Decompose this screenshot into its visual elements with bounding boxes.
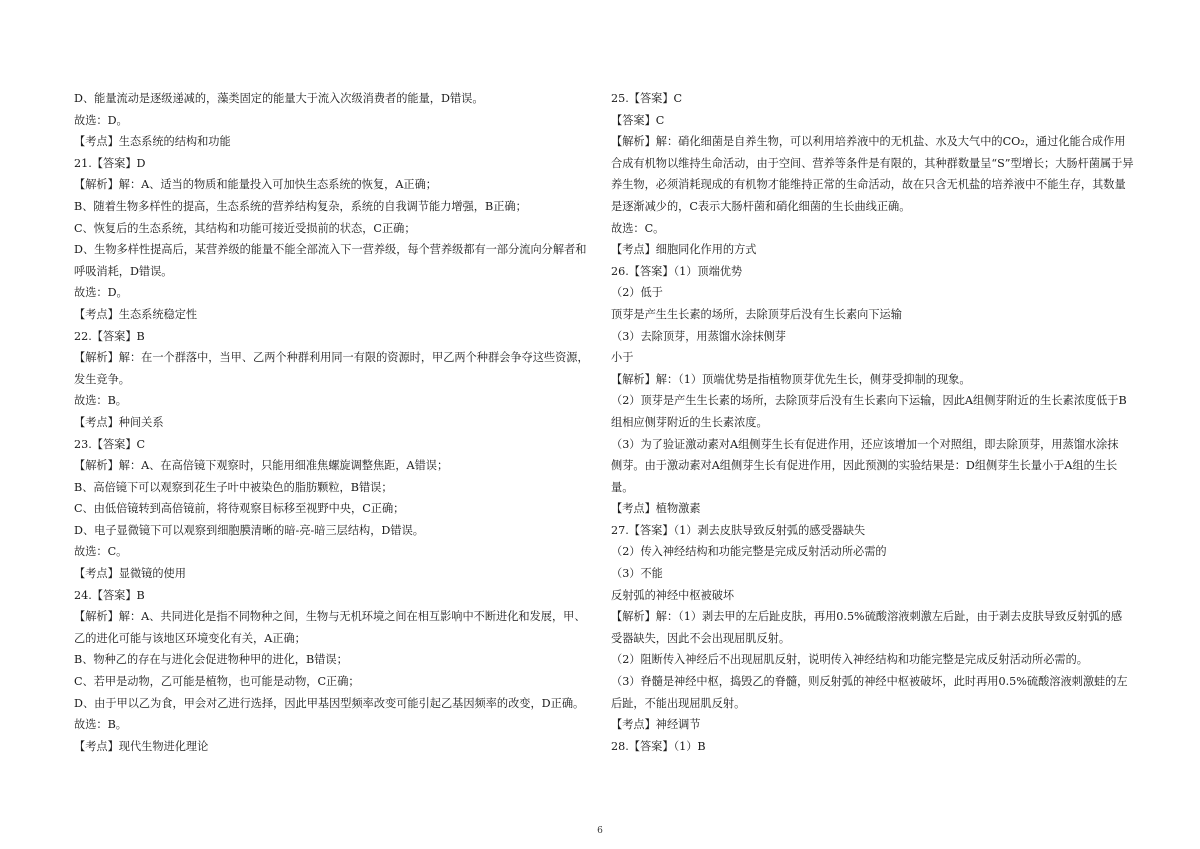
page-number: 6: [597, 826, 603, 836]
text-line: 故选：B。: [74, 394, 127, 408]
text-line: 【解析】解：（1）剥去甲的左后趾皮肤，再用0.5%硫酸溶液刺激左后趾，由于剥去皮肤导致反射弧的感: [611, 610, 1123, 624]
text-line: 顶芽是产生生长素的场所，去除顶芽后没有生长素向下运输: [611, 307, 902, 321]
text-line: 28.【答案】（1）B: [611, 739, 706, 753]
text-line: （3）为了验证激动素对A组侧芽生长有促进作用，还应该增加一个对照组，即去除顶芽，用蒸馏水涂抹: [611, 437, 1119, 451]
text-line: 【解析】解：A、共同进化是指不同物种之间，生物与无机环境之间在相互影响中不断进化和发展，甲、: [74, 610, 586, 624]
text-line: 【解析】解：（1）顶端优势是指植物顶芽优先生长，侧芽受抑制的现象。: [611, 372, 971, 386]
text-line: 故选：D。: [74, 113, 128, 127]
text-line: 【考点】神经调节: [611, 718, 701, 732]
text-line: 24.【答案】B: [74, 588, 145, 602]
text-line: 【考点】显微镜的使用: [74, 567, 186, 581]
text-line: 后趾，不能出现屈肌反射。: [611, 696, 746, 710]
text-line: 养生物，必须消耗现成的有机物才能维持正常的生命活动，故在只含无机盐的培养液中不能生存，其数量: [611, 178, 1126, 192]
text-line: C、若甲是动物，乙可能是植物，也可能是动物，C正确；: [74, 675, 360, 689]
text-line: B、高倍镜下可以观察到花生子叶中被染色的脂肪颗粒，B错误；: [74, 480, 393, 494]
text-line: D、电子显微镜下可以观察到细胞膜清晰的暗-亮-暗三层结构，D错误。: [74, 523, 424, 537]
text-line: 故选：D。: [74, 286, 128, 300]
text-line: （3）脊髓是神经中枢，捣毁乙的脊髓，则反射弧的神经中枢被破坏，此时再用0.5%硫酸溶液刺激蛙的左: [611, 675, 1128, 689]
text-line: 【解析】解：在一个群落中，当甲、乙两个种群利用同一有限的资源时，甲乙两个种群会争夺这些资源，: [74, 351, 589, 365]
text-line: 【考点】生态系统稳定性: [74, 307, 198, 321]
text-line: 【考点】生态系统的结构和功能: [74, 135, 231, 149]
text-line: 【答案】C: [611, 113, 665, 127]
text-line: 乙的进化可能与该地区环境变化有关，A正确；: [74, 631, 306, 645]
text-line: 反射弧的神经中枢被破坏: [611, 588, 735, 602]
text-line: 【解析】解：A、适当的物质和能量投入可加快生态系统的恢复，A正确；: [74, 178, 437, 192]
text-line: 【解析】解：A、在高倍镜下观察时，只能用细准焦螺旋调整焦距，A错误；: [74, 459, 449, 473]
text-line: 21.【答案】D: [74, 156, 146, 170]
text-line: 合成有机物以维持生命活动，由于空间、营养等条件是有限的，其种群数量呈“S”型增长；大肠杆菌属于异: [611, 156, 1134, 170]
text-line: 组相应侧芽附近的生长素浓度。: [611, 415, 768, 429]
text-line: 故选：C。: [74, 545, 128, 559]
text-line: 是逐渐减少的，C表示大肠杆菌和硝化细菌的生长曲线正确。: [611, 199, 911, 213]
text-line: 23.【答案】C: [74, 437, 146, 451]
text-line: 【考点】现代生物进化理论: [74, 739, 209, 753]
text-line: C、恢复后的生态系统，其结构和功能可接近受损前的状态，C正确；: [74, 221, 416, 235]
text-line: 故选：C。: [611, 221, 665, 235]
text-line: 故选：B。: [74, 718, 127, 732]
text-line: （2）阻断传入神经后不出现屈肌反射，说明传入神经结构和功能完整是完成反射活动所必需的。: [611, 653, 1088, 667]
text-line: （2）传入神经结构和功能完整是完成反射活动所必需的: [611, 545, 887, 559]
text-line: （2）低于: [611, 286, 663, 300]
text-line: 27.【答案】（1）剥去皮肤导致反射弧的感受器缺失: [611, 523, 866, 537]
text-line: D、能量流动是逐级递减的，藻类固定的能量大于流入次级消费者的能量，D错误。: [74, 92, 484, 105]
text-line: C、由低倍镜转到高倍镜前，将待观察目标移至视野中央，C正确；: [74, 502, 405, 516]
left-text-column: [74, 88, 589, 757]
text-line: 【考点】种间关系: [74, 415, 164, 429]
text-line: （3）不能: [611, 567, 663, 581]
text-line: 受器缺失，因此不会出现屈肌反射。: [611, 631, 791, 645]
text-line: 22.【答案】B: [74, 329, 145, 343]
text-line: 【考点】细胞同化作用的方式: [611, 243, 757, 257]
text-line: 小于: [611, 351, 634, 365]
text-line: 25.【答案】C: [611, 92, 683, 105]
text-line: D、生物多样性提高后，某营养级的能量不能全部流入下一营养级，每个营养级都有一部分流向分解者和: [74, 243, 587, 257]
right-text-column: [611, 88, 1134, 757]
text-line: D、由于甲以乙为食，甲会对乙进行选择，因此甲基因型频率改变可能引起乙基因频率的改变，D正确。: [74, 696, 585, 710]
text-line: 发生竞争。: [74, 372, 130, 386]
text-line: B、随着生物多样性的提高，生态系统的营养结构复杂，系统的自我调节能力增强，B正确；: [74, 199, 527, 213]
text-line: 呼吸消耗，D错误。: [74, 264, 173, 278]
text-line: （3）去除顶芽，用蒸馏水涂抹侧芽: [611, 329, 786, 343]
text-line: 侧芽。由于激动素对A组侧芽生长有促进作用，因此预测的实验结果是：D组侧芽生长量小于A组的生长: [611, 459, 1118, 473]
text-line: 【考点】植物激素: [611, 502, 701, 516]
text-line: 26.【答案】（1）顶端优势: [611, 264, 743, 278]
text-line: B、物种乙的存在与进化会促进物种甲的进化，B错误；: [74, 653, 348, 667]
text-line: 【解析】解：硝化细菌是自养生物，可以利用培养液中的无机盐、水及大气中的CO₂，通过化能合成作用: [611, 135, 1126, 149]
text-line: 量。: [611, 480, 634, 494]
text-line: （2）顶芽是产生生长素的场所，去除顶芽后没有生长素向下运输，因此A组侧芽附近的生长素浓度低于B: [611, 394, 1127, 408]
